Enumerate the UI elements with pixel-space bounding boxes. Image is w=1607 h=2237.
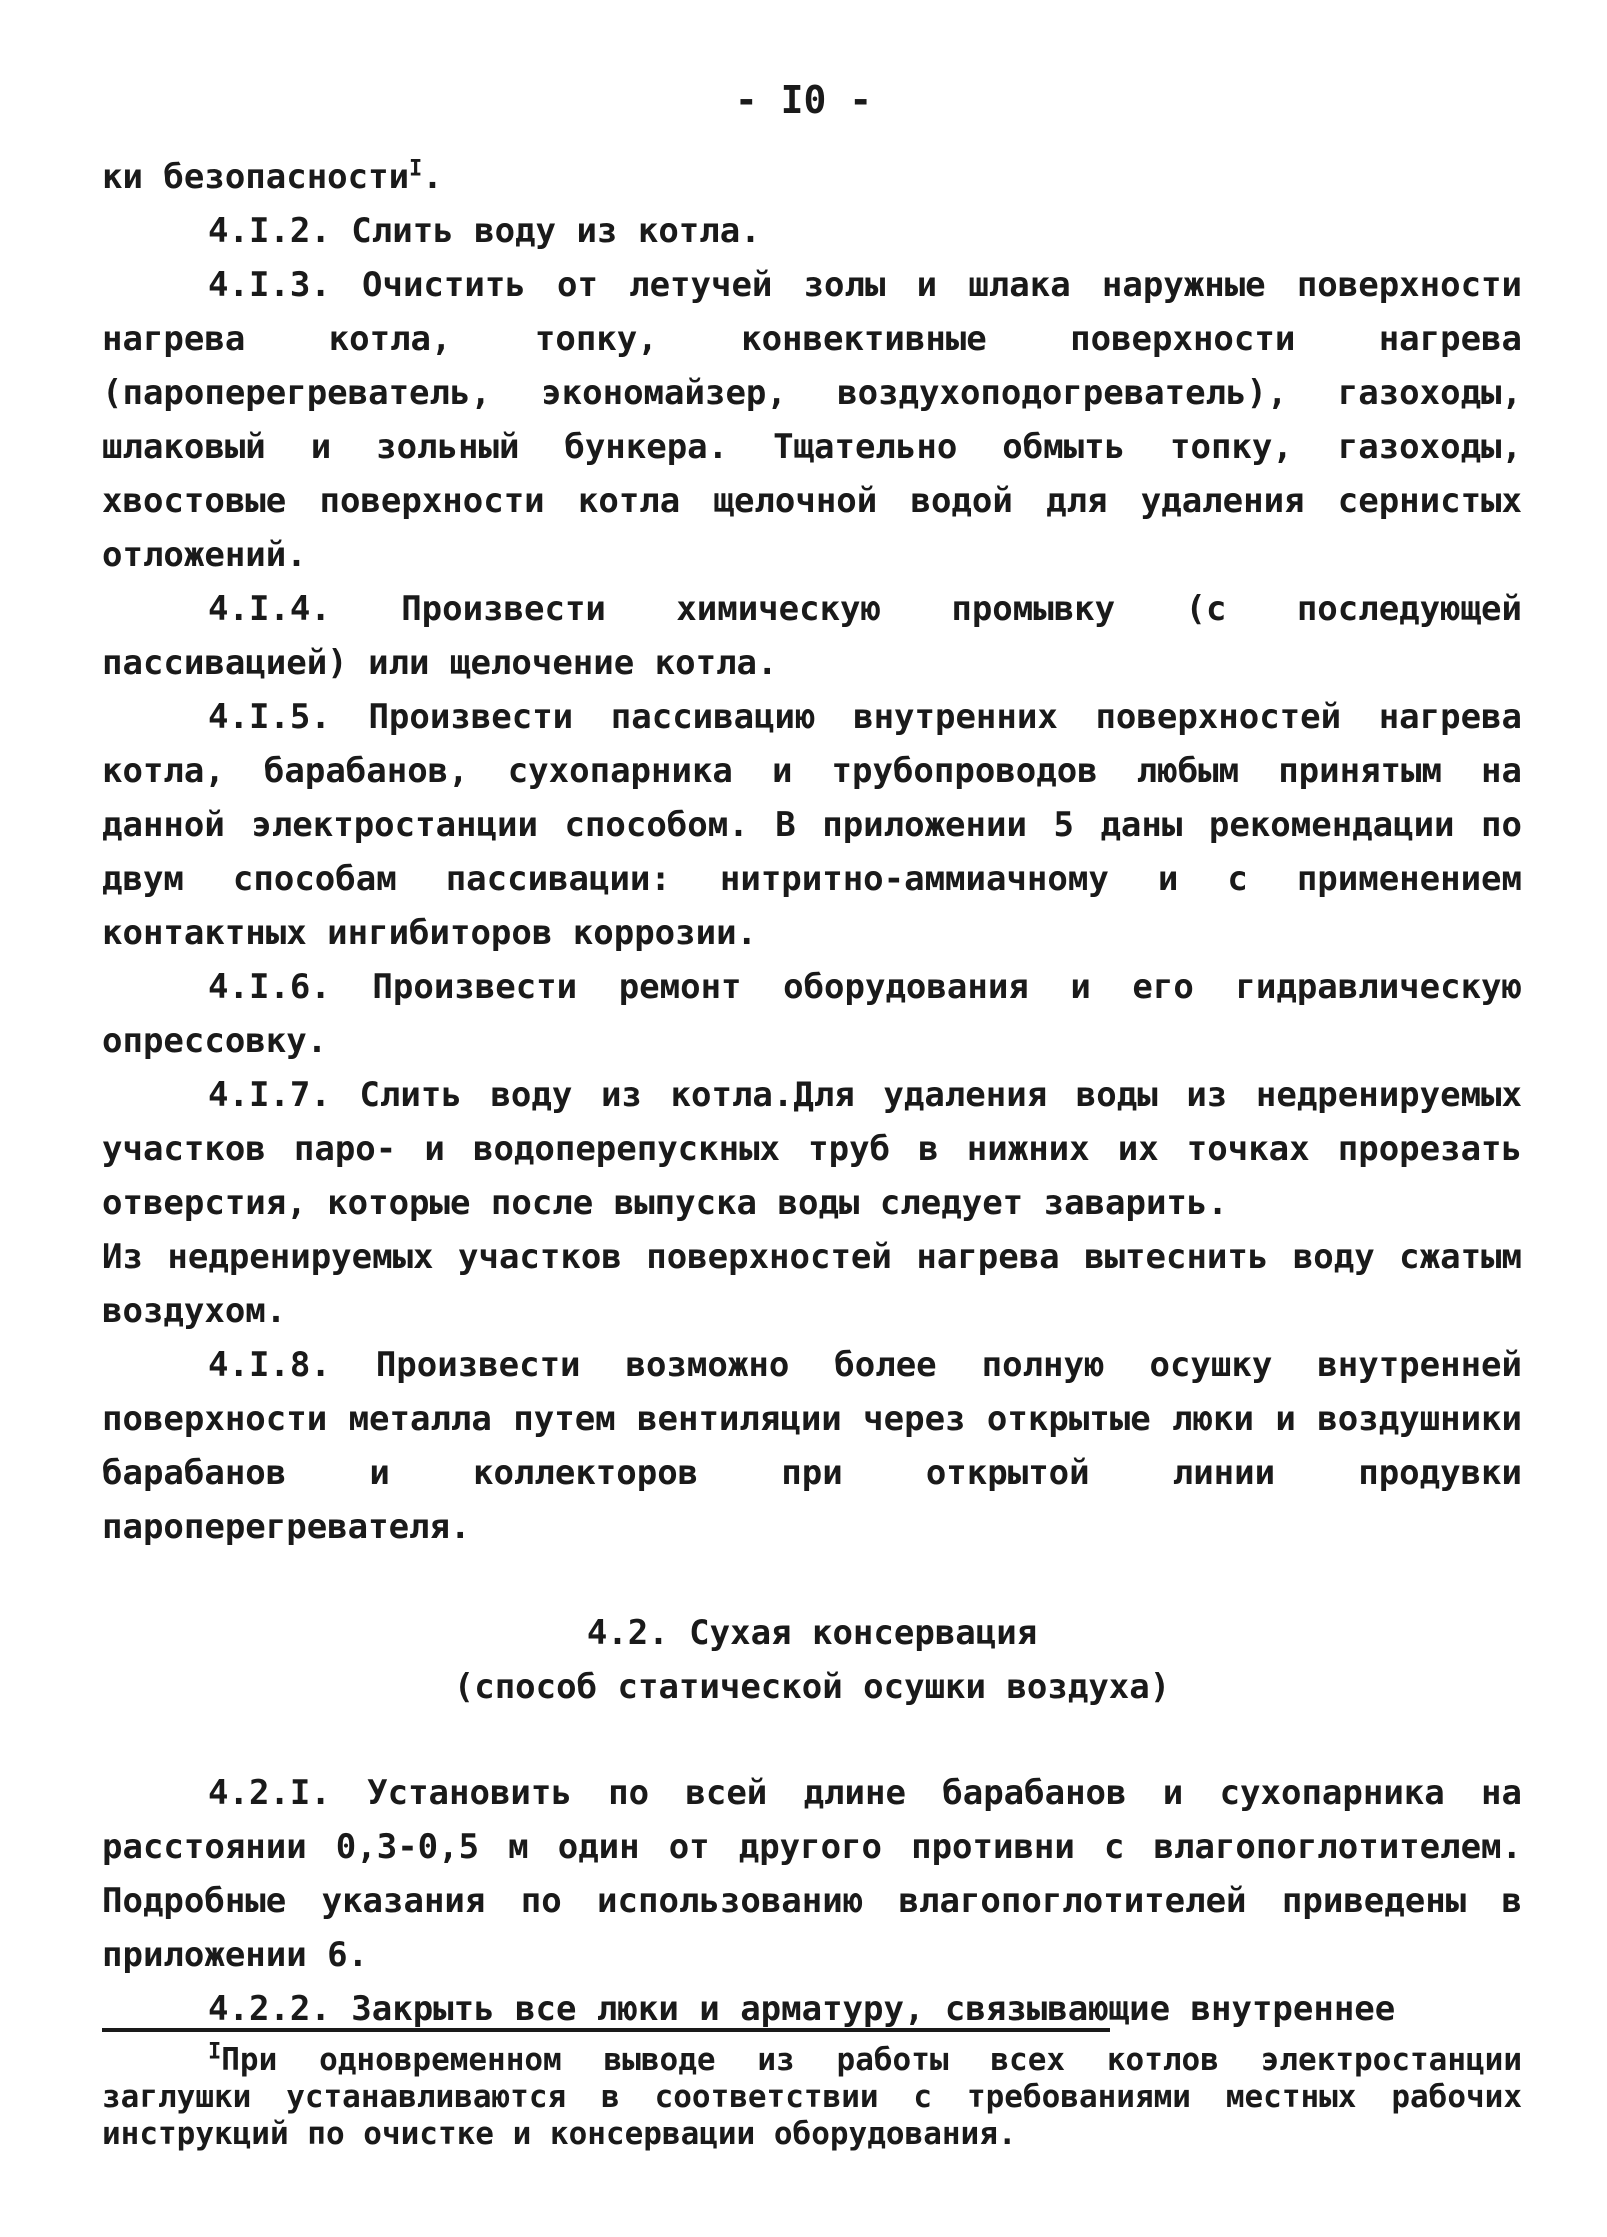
footnote-divider: [102, 2028, 1110, 2032]
paragraph-4-1-3: 4.I.3. Очистить от летучей золы и шлака наружные поверхности нагрева котла, топку, конвективные поверхности нагрева (пароперегреватель, экономайзер, воздухоподогреватель), газоходы, шлаковый и зольный бункера. Тщательно обмыть топку, газоходы, хвостовые поверхности котла щелочной водой для удаления сернистых отложений.: [102, 265, 1522, 575]
paragraph-continuation: [102, 150, 1522, 204]
paragraph-4-2-1: 4.2.I. Установить по всей длине барабанов и сухопарника на расстоянии 0,3-0,5 м один от другого противни с влагопоглотителем. Подробные указания по использованию влагопоглотителей приведены в приложении 6.: [102, 1773, 1522, 1975]
page-number: - I0 -: [734, 78, 873, 122]
document-body: [102, 150, 1522, 2036]
footnote: [102, 2039, 1522, 2153]
paragraph-4-1-5: 4.I.5. Произвести пассивацию внутренних поверхностей нагрева котла, барабанов, сухопарника и трубопроводов любым принятым на данной электростанции способом. В приложении 5 даны рекомендации по двум способам пассивации: нитритно-аммиачному и с применением контактных ингибиторов коррозии.: [102, 697, 1522, 953]
paragraph-4-1-7: 4.I.7. Слить воду из котла.Для удаления воды из недренируемых участков паро- и водоперепускных труб в нижних их точках прорезать отверстия, которые после выпуска воды следует заварить.: [102, 1075, 1522, 1223]
footnote-text: При одновременном выводе из работы всех котлов электростанции заглушки устанавливаются в соответствии с требованиями местных рабочих инструкций по очистке и консервации оборудования.: [102, 2042, 1522, 2152]
paragraph-4-1-7-continued: Из недренируемых участков поверхностей нагрева вытеснить воду сжатым воздухом.: [102, 1237, 1522, 1331]
section-subtitle: (способ статической осушки воздуха): [453, 1667, 1171, 1707]
paragraph-4-1-6: 4.I.6. Произвести ремонт оборудования и его гидравлическую опрессовку.: [102, 967, 1522, 1061]
paragraph-4-1-4: 4.I.4. Произвести химическую промывку (с последующей пассивацией) или щелочение котла.: [102, 589, 1522, 683]
section-title: 4.2. Сухая консервация: [586, 1613, 1038, 1653]
footnote-reference: I: [409, 156, 423, 182]
footnote-paragraph: [102, 2039, 1522, 2153]
paragraph-end-punct: .: [422, 157, 443, 197]
paragraph-4-2-2: 4.2.2. Закрыть все люки и арматуру, связывающие внутреннее: [208, 1989, 1396, 2029]
section-heading: [102, 1606, 1522, 1714]
paragraph-4-1-8: 4.I.8. Произвести возможно более полную осушку внутренней поверхности металла путем вентиляции через открытые люки и воздушники барабанов и коллекторов при открытой линии продувки пароперегревателя.: [102, 1345, 1522, 1547]
paragraph-4-1-2: 4.I.2. Слить воду из котла.: [208, 211, 761, 251]
footnote-marker: I: [208, 2039, 222, 2065]
paragraph-text: ки безопасности: [102, 157, 410, 197]
